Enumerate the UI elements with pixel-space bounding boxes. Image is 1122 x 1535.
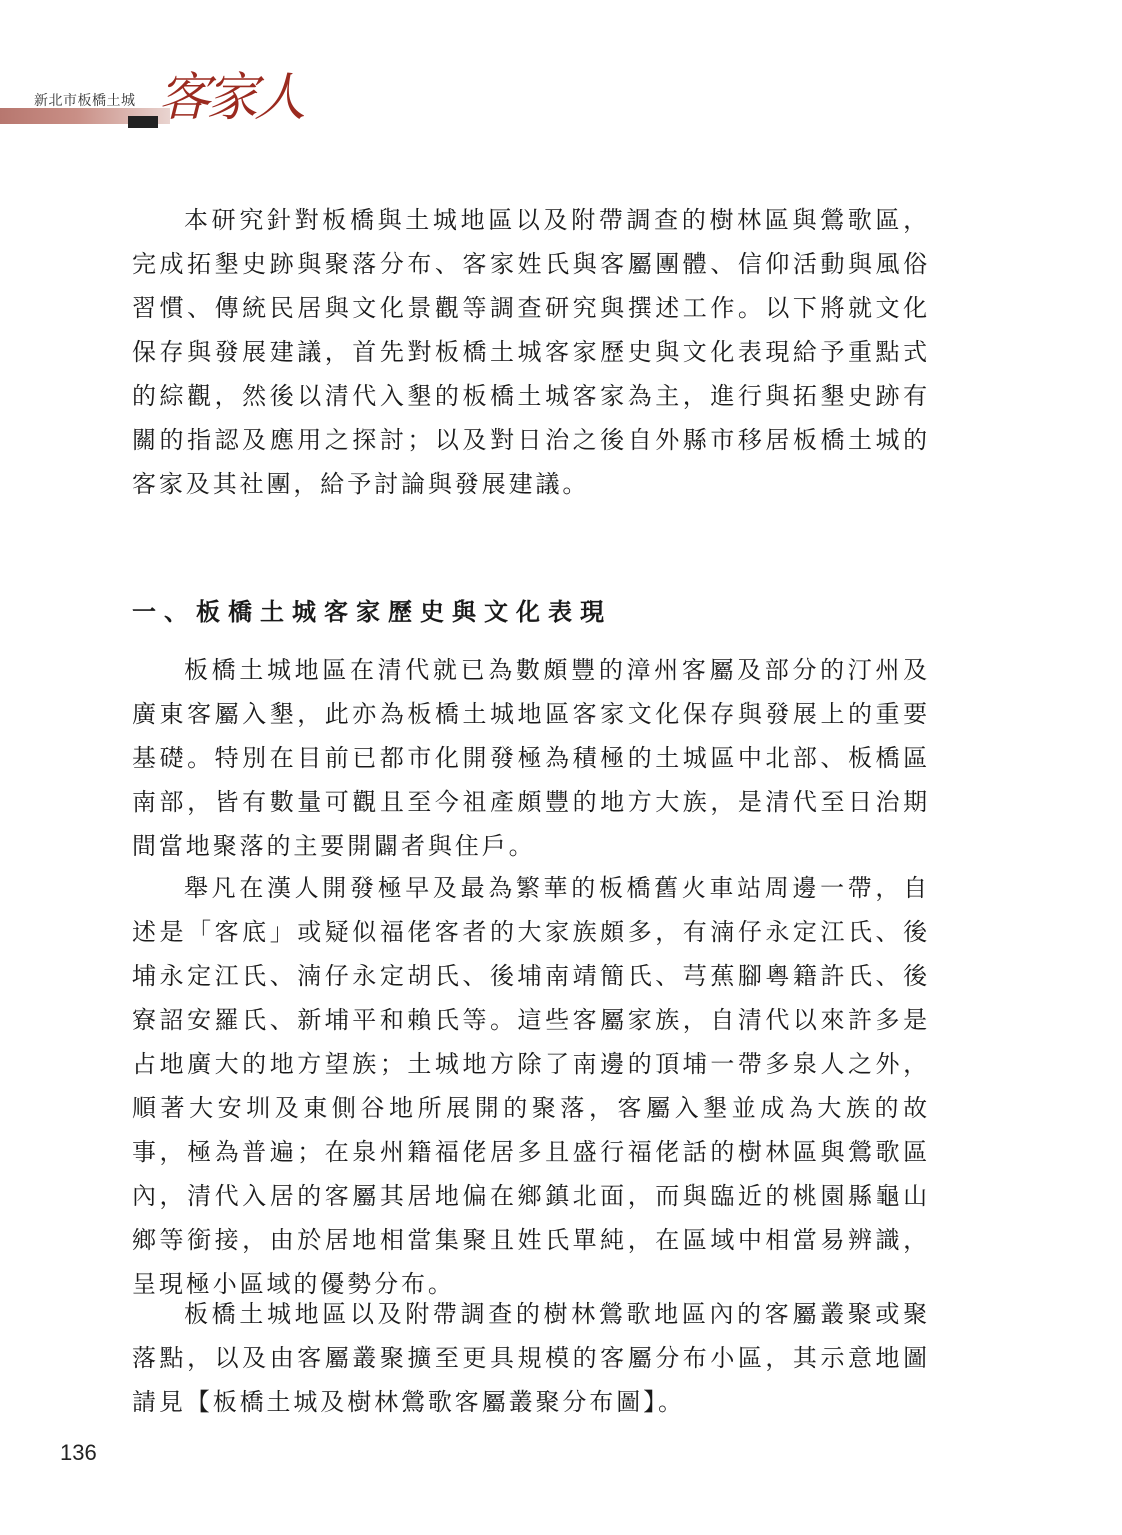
paragraph-2: 板橋土城地區在清代就已為數頗豐的漳州客屬及部分的汀州及廣東客屬入墾，此亦為板橋土城地區客家文化保存與發展上的重要基礎。特別在目前已都市化開發極為積極的土城區中北部、板橋區南部，皆有數量可觀且至今祖產頗豐的地方大族，是清代至日治期間當地聚落的主要開闢者與住戶。 [132,656,930,860]
header-logo: 客家人 [158,68,303,128]
paragraph-intro: 本研究針對板橋與土城地區以及附帶調查的樹林區與鶯歌區，完成拓墾史跡與聚落分布、客家姓氏與客屬團體、信仰活動與風俗習慣、傳統民居與文化景觀等調查研究與撰述工作。以下將就文化保存與發展建議，首先對板橋土城客家歷史與文化表現給予重點式的綜觀，然後以清代入墾的板橋土城客家為主，進行與拓墾史跡有關的指認及應用之探討；以及對日治之後自外縣市移居板橋土城的客家及其社團，給予討論與發展建議。 [132,206,930,498]
header-mark [128,116,158,128]
header-subtitle: 新北市板橋土城 [34,93,136,109]
running-header [0,68,420,152]
page-number: 136 [60,1440,97,1465]
paragraph-3: 舉凡在漢人開發極早及最為繁華的板橋舊火車站周邊一帶，自述是「客底」或疑似福佬客者的大家族頗多，有湳仔永定江氏、後埔永定江氏、湳仔永定胡氏、後埔南靖簡氏、芎蕉腳粵籍許氏、後寮詔安羅氏、新埔平和賴氏等。這些客屬家族，自清代以來許多是占地廣大的地方望族；土城地方除了南邊的頂埔一帶多泉人之外，順著大安圳及東側谷地所展開的聚落，客屬入墾並成為大族的故事，極為普遍；在泉州籍福佬居多且盛行福佬話的樹林區與鶯歌區內，清代入居的客屬其居地偏在鄉鎮北面，而與臨近的桃園縣龜山鄉等銜接，由於居地相當集聚且姓氏單純，在區域中相當易辨識，呈現極小區域的優勢分布。 [132,874,930,1298]
section-heading: 一、板橋土城客家歷史與文化表現 [132,597,612,626]
paragraph-4: 板橋土城地區以及附帶調查的樹林鶯歌地區內的客屬叢聚或聚落點，以及由客屬叢聚擴至更具規模的客屬分布小區，其示意地圖請見【板橋土城及樹林鶯歌客屬叢聚分布圖】。 [132,1300,930,1416]
